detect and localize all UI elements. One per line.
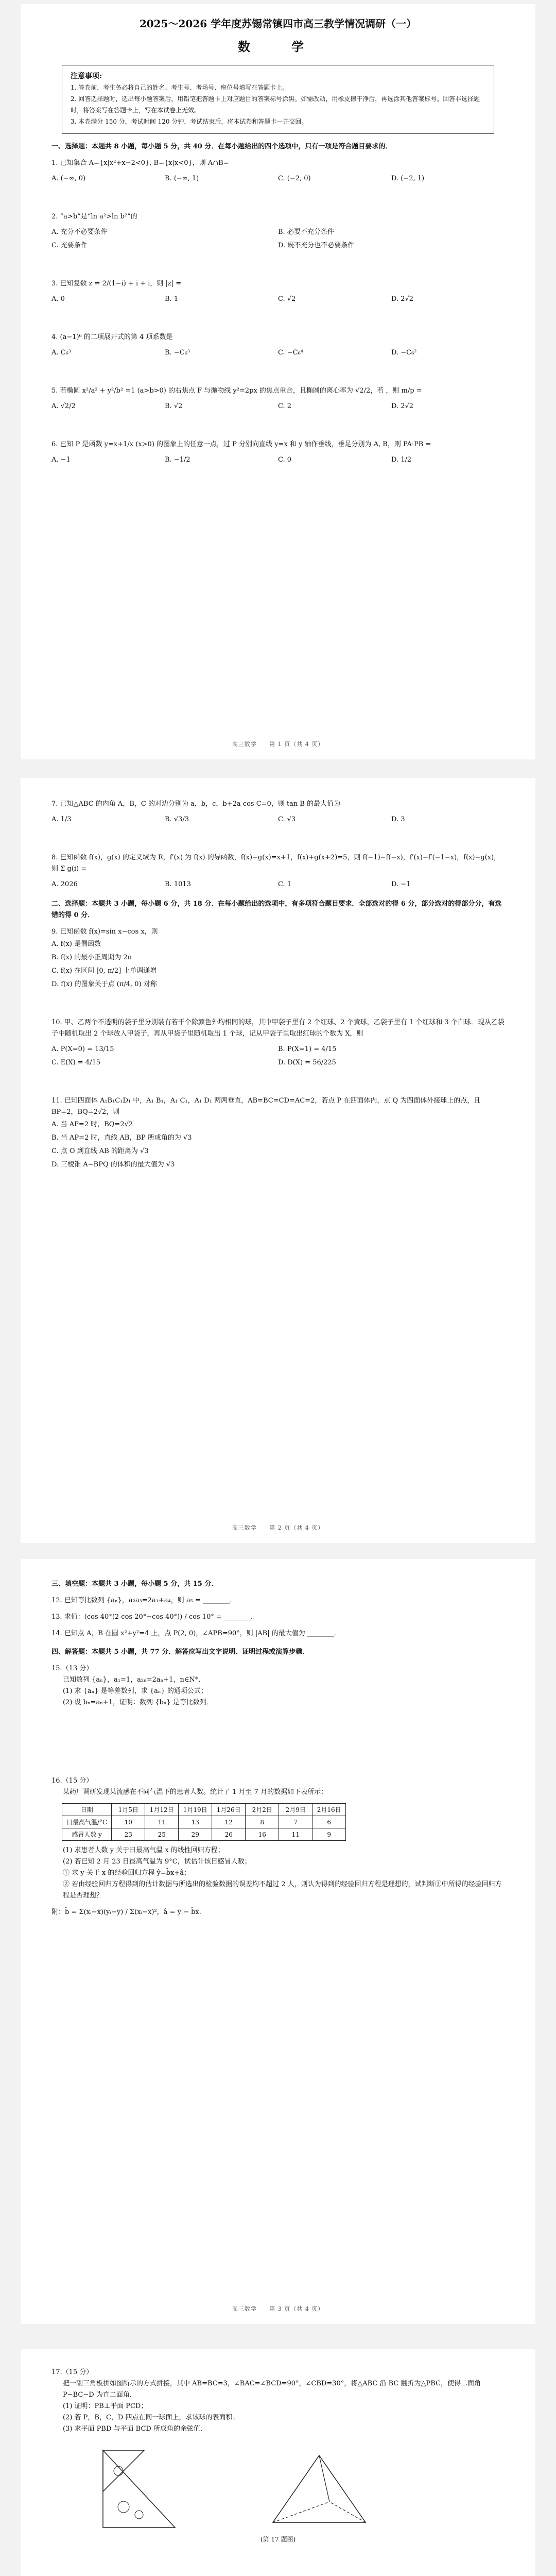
option-c: C. 2 <box>278 402 292 410</box>
option-c: C. (−2, 0) <box>278 175 311 182</box>
question-11-options <box>51 1118 505 1172</box>
option-b: B. (−∞, 1) <box>165 175 199 182</box>
exam-title: 2025～2026 学年度苏锡常镇四市高三教学情况调研（一） <box>139 18 417 30</box>
option-b: B. P(X=1) = 4/15 <box>278 1045 337 1053</box>
option-d: D. 三棱锥 A−BPQ 的体积的最大值为 √3 <box>51 1161 175 1168</box>
question-2-options <box>51 226 505 252</box>
question-17-part: (2) 若 P，B，C，D 四点在同一球面上，求该球的表面积； <box>63 2414 239 2421</box>
question-1: 1. 已知集合 A={x|x²+x−2<0}, B={x|x<0}，则 A∩B= <box>51 159 229 167</box>
page-3 <box>21 1559 535 2324</box>
page-1 <box>21 4 535 759</box>
option-b: B. 1 <box>165 295 179 303</box>
page-footer: 高三数学 第 3 页（共 4 页） <box>232 2306 324 2312</box>
option-b: B. −C₆³ <box>165 349 190 357</box>
option-b: B. 当 AP=2 时，直线 AB，BP 所成角的为 √3 <box>51 1134 192 1142</box>
option-b: B. √3/3 <box>165 816 189 823</box>
option-a: A. √2/2 <box>51 402 76 410</box>
option-b: B. −1/2 <box>165 456 190 464</box>
option-d: D. D(X) = 56/225 <box>278 1059 336 1066</box>
option-c: C. −C₆⁴ <box>278 349 304 357</box>
option-b: B. √2 <box>165 402 183 410</box>
option-a: A. 当 AP=2 时，BQ=2√2 <box>51 1121 133 1128</box>
question-3: 3. 已知复数 z = 2/(1−i) + i + i，则 |z| = <box>51 280 182 287</box>
exam-subject: 数 学 <box>238 39 318 54</box>
notice-item: 2. 回答选择题时，选出每小题答案后，用铅笔把答题卡上对应题目的答案标号涂黑。如需改动，用橡皮擦干净后，再选涂其他答案标号。回答非选择题时，将答案写在答题卡上，写在本试卷上无效。 <box>71 95 480 114</box>
option-a: A. C₆³ <box>51 349 72 357</box>
question-10: 10. 甲、乙两个不透明的袋子里分别装有若干个除颜色外均相同的球，其中甲袋子里有 2 个红球、2 个黄球，乙袋子里有 1 个红球和 3 个白球．现从乙袋子中随机取出 2 个球放入甲袋子，再从甲袋子里随机取出 1 个球，记从甲袋子里取出红球的个数为 X，则 <box>51 1019 505 1038</box>
data-table: 日期 1月5日 1月12日 1月19日 1月26日 2月2日 2月9日 2月16日 日最高气温/°C 10 11 13 12 8 7 6 感冒人数 y 23 25 29 26 16 11 9 <box>62 1803 346 1841</box>
option-c: C. √3 <box>278 816 296 823</box>
option-a: A. f(x) 是偶函数 <box>51 940 101 948</box>
option-d: D. f(x) 的图象关于点 (π/4, 0) 对称 <box>51 980 157 988</box>
question-4: 4. (a−1)⁶ 的二项展开式的第 4 项系数是 <box>51 333 173 341</box>
question-17-part: (1) 证明：PB⊥平面 PCD； <box>63 2402 148 2410</box>
page-2 <box>21 778 535 1543</box>
page-footer: 高三数学 第 2 页（共 4 页） <box>232 1524 324 1531</box>
option-d: D. 1/2 <box>391 456 412 464</box>
question-5: 5. 若椭圆 x²/a² + y²/b² =1 (a>b>0) 的右焦点 F 与抛物线 y²=2px 的焦点重合，且椭圆的离心率为 √2/2，若 ，则 m/p = <box>51 387 422 395</box>
question-16-part: ① 求 y 关于 x 的经验回归方程 ŷ=b̂x+â； <box>63 1869 191 1877</box>
option-d: D. −C₆² <box>391 349 417 357</box>
option-d: D. 既不充分也不必要条件 <box>278 242 355 249</box>
question-2: 2. “a>b”是“ln a²>ln b²”的 <box>51 213 137 221</box>
question-5-options <box>51 400 505 413</box>
option-c: C. 点 O 到直线 AB 的距离为 √3 <box>51 1147 149 1155</box>
question-15-part: (1) 求 {aₙ} 是等差数列，求 {aₙ} 的通项公式； <box>63 1687 207 1695</box>
option-c: C. √2 <box>278 295 296 303</box>
option-b: B. f(x) 的最小正周期为 2π <box>51 954 132 961</box>
option-c: C. 1 <box>278 880 292 888</box>
page-4 <box>21 2349 535 2576</box>
question-17-stem: 把一副三角板拼如图所示的方式拼接，其中 AB=BC=3，∠BAC=∠BCD=90°，∠CBD=30°，将△ABC 沿 BC 翻折为△PBC，使得二面角 P−BC−D 为直二面角． <box>63 2380 481 2399</box>
option-a: A. (−∞, 0) <box>51 175 86 182</box>
question-16-part: (1) 求患者人数 y 关于日最高气温 x 的线性回归方程； <box>63 1846 224 1854</box>
section-2-heading: 二、选择题：本题共 3 小题，每小题 6 分，共 18 分．在每小题给出的选项中，有多项符合题目要求．全部选对的得 6 分，部分选对的得部分分，有选错的得 0 分． <box>51 900 502 919</box>
page-footer: 高三数学 第 1 页（共 4 页） <box>232 741 324 748</box>
section-1-heading: 一、选择题：本题共 8 小题，每小题 5 分，共 40 分．在每小题给出的四个选项中，只有一项是符合题目要求的． <box>51 143 392 150</box>
option-c: C. 充要条件 <box>51 242 88 249</box>
question-13: 13. 求值：(cos 40°(2 cos 20°−cos 40°)) / cos 10° = ________． <box>51 1613 258 1621</box>
question-15-head: 15.（13 分） <box>51 1665 93 1672</box>
option-d: D. 2√2 <box>391 295 414 303</box>
question-15-stem: 已知数列 {aₙ}，a₁=1，a₂ₙ=2aₙ+1，n∈N*． <box>63 1676 205 1684</box>
question-3-options <box>51 293 505 306</box>
question-6-options <box>51 453 505 467</box>
option-a: A. 充分不必要条件 <box>51 228 108 236</box>
question-8: 8. 已知函数 f(x)，g(x) 的定义域为 R，f′(x) 为 f(x) 的导函数，f(x)−g(x)=x+1，f(x)+g(x+2)=5，则 f(−1)−f(−x)，f′(x)−f′(−1−x)，f(x)−g(x)，则 Σ g(i) = <box>51 854 501 873</box>
notice-item: 3. 本卷满分 150 分，考试时间 120 分钟，考试结束后，将本试卷和答题卡一并交回。 <box>71 118 308 125</box>
question-1-options <box>51 172 505 185</box>
option-b: B. 必要不充分条件 <box>278 228 334 236</box>
question-7-options <box>51 813 505 826</box>
question-8-options <box>51 878 505 891</box>
question-7: 7. 已知△ABC 的内角 A，B，C 的对边分别为 a，b，c，b+2a cos C=0，则 tan B 的最大值为 <box>51 800 341 808</box>
option-a: A. −1 <box>51 456 71 464</box>
question-6: 6. 已知 P 是函数 y=x+1/x (x>0) 的图象上的任意一点，过 P 分别向直线 y=x 和 y 轴作垂线，垂足分别为 A, B，则 PA·PB = <box>51 440 431 448</box>
question-10-options <box>51 1043 505 1070</box>
option-a: A. P(X=0) = 13/15 <box>51 1045 114 1053</box>
question-17-part: (3) 求平面 PBD 与平面 BCD 所成角的余弦值． <box>63 2425 207 2433</box>
option-d: D. 2√2 <box>391 402 414 410</box>
section-3-heading: 三、填空题：本题共 3 小题，每小题 5 分，共 15 分． <box>51 1580 218 1588</box>
question-16-stem: 某药厂调研发现某流感在不同气温下的患者人数。统计了 1 月至 7 月的数据如下表所示： <box>63 1788 328 1796</box>
formula: 附：b̂ = Σ(xᵢ−x̄)(yᵢ−ȳ) / Σ(xᵢ−x̄)²，â = ȳ − b̂x̄． <box>51 1908 206 1916</box>
option-a: A. 1/3 <box>51 816 72 823</box>
question-11: 11. 已知四面体 A₁B₁C₁D₁ 中，A₁ B₁，A₁ C₁，A₁ D₁ 两两垂直，AB=BC=CD=AC=2，若点 P 在四面体内，点 Q 为四面体外接球上的点，且 BP=2，BQ=2√2，则 <box>51 1097 481 1116</box>
option-c: C. f(x) 在区间 [0, π/2] 上单调递增 <box>51 967 157 975</box>
question-16-head: 16.（15 分） <box>51 1777 93 1785</box>
question-12: 12. 已知等比数列 {aₙ}，a₂a₃=2a₁+a₄，则 a₅ = ________． <box>51 1597 237 1604</box>
question-9: 9. 已知函数 f(x)=sin x−cos x，则 <box>51 928 158 936</box>
notice-box <box>62 65 494 134</box>
option-d: D. −1 <box>391 880 411 888</box>
option-c: C. 0 <box>278 456 292 464</box>
question-16-part: (2) 若已知 2 月 23 日最高气温为 9°C，试估计该日感冒人数； <box>63 1858 251 1866</box>
option-d: D. (−2, 1) <box>391 175 425 182</box>
figure-caption: (第 17 题图) <box>260 2536 296 2543</box>
question-16-part: ② 若由经验回归方程得到的估计数据与所选出的检验数据的误差均不超过 2 人，则认为得到的经验回归方程是理想的，试判断①中所得的经验回归方程是否理想？ <box>63 1880 502 1900</box>
option-d: D. 3 <box>391 816 405 823</box>
section-4-heading: 四、解答题：本题共 5 小题，共 77 分．解答应写出文字说明、证明过程或演算步骤． <box>51 1648 309 1656</box>
question-14: 14. 已知点 A，B 在圆 x²+y²=4 上，点 P(2, 0)，∠APB=90°，则 |AB| 的最大值为 ________． <box>51 1630 341 1637</box>
question-17-head: 17.（15 分） <box>51 2368 93 2376</box>
question-4-options <box>51 346 505 360</box>
option-c: C. E(X) = 4/15 <box>51 1059 100 1066</box>
question-9-options <box>51 938 505 991</box>
tetrahedron-figure <box>263 2445 376 2533</box>
question-17-figure <box>51 2445 412 2533</box>
option-a: A. 0 <box>51 295 65 303</box>
option-a: A. 2026 <box>51 880 78 888</box>
notice-item: 1. 答卷前，考生务必将自己的姓名、考生号、考场号、座位号填写在答题卡上。 <box>71 84 289 91</box>
question-15-part: (2) 设 bₙ=aₙ+1，证明：数列 {bₙ} 是等比数列． <box>63 1699 213 1706</box>
notice-title: 注意事项: <box>71 72 102 80</box>
option-b: B. 1013 <box>165 880 191 888</box>
triangle-board-figure <box>88 2445 190 2533</box>
